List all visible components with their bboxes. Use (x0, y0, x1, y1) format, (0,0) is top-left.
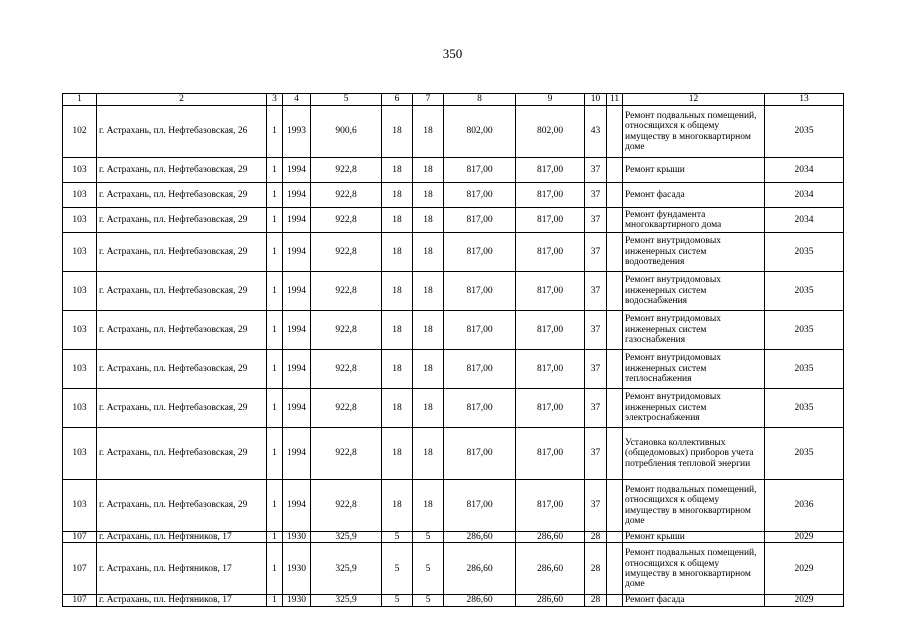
total-area-cell: 922,8 (311, 311, 382, 350)
year-built-cell: 1930 (283, 595, 311, 606)
residents-count-cell: 5 (413, 595, 444, 606)
empty-col-cell (607, 428, 623, 480)
planned-year-cell: 2029 (765, 595, 844, 606)
year-built-cell: 1994 (283, 272, 311, 311)
wear-percent-cell: 37 (585, 183, 607, 208)
row-number-cell: 103 (63, 350, 97, 389)
building-count-cell: 1 (267, 350, 283, 389)
column-header-13: 13 (765, 94, 844, 106)
building-count-cell: 1 (267, 233, 283, 272)
building-count-cell: 1 (267, 532, 283, 543)
year-built-cell: 1994 (283, 428, 311, 480)
table-row (63, 183, 844, 208)
apartments-count-cell: 18 (382, 183, 413, 208)
residents-count-cell: 5 (413, 543, 444, 595)
page-number: 350 (442, 46, 463, 61)
owned-area-cell: 817,00 (516, 480, 585, 532)
wear-percent-cell: 37 (585, 272, 607, 311)
empty-col-cell (607, 350, 623, 389)
planned-year-cell: 2034 (765, 208, 844, 233)
apartments-count-cell: 5 (382, 532, 413, 543)
wear-percent-cell: 37 (585, 480, 607, 532)
apartments-count-cell: 5 (382, 543, 413, 595)
planned-year-cell: 2035 (765, 233, 844, 272)
living-area-cell: 817,00 (444, 480, 516, 532)
empty-col-cell (607, 106, 623, 158)
apartments-count-cell: 18 (382, 428, 413, 480)
row-number-cell: 102 (63, 106, 97, 158)
address-cell: г. Астрахань, пл. Нефтебазовская, 29 (97, 480, 267, 532)
work-type-cell: Ремонт внутридомовых инженерных систем водоотведения (623, 233, 765, 272)
planned-year-cell: 2035 (765, 272, 844, 311)
building-count-cell: 1 (267, 543, 283, 595)
residents-count-cell: 18 (413, 311, 444, 350)
table-row (63, 480, 844, 532)
work-type-cell: Ремонт фасада (623, 595, 765, 606)
living-area-cell: 802,00 (444, 106, 516, 158)
total-area-cell: 900,6 (311, 106, 382, 158)
owned-area-cell: 817,00 (516, 389, 585, 428)
residents-count-cell: 18 (413, 233, 444, 272)
empty-col-cell (607, 595, 623, 606)
owned-area-cell: 817,00 (516, 272, 585, 311)
building-count-cell: 1 (267, 183, 283, 208)
planned-year-cell: 2036 (765, 480, 844, 532)
table-row (63, 428, 844, 480)
work-type-cell: Ремонт подвальных помещений, относящихся к общему имуществу в многоквартирном доме (623, 480, 765, 532)
address-cell: г. Астрахань, пл. Нефтебазовская, 29 (97, 272, 267, 311)
table-row (63, 389, 844, 428)
residents-count-cell: 5 (413, 532, 444, 543)
column-header-4: 4 (283, 94, 311, 106)
column-header-11: 11 (607, 94, 623, 106)
work-type-cell: Ремонт подвальных помещений, относящихся к общему имуществу в многоквартирном доме (623, 106, 765, 158)
total-area-cell: 922,8 (311, 183, 382, 208)
wear-percent-cell: 37 (585, 233, 607, 272)
planned-year-cell: 2035 (765, 350, 844, 389)
year-built-cell: 1994 (283, 389, 311, 428)
residents-count-cell: 18 (413, 428, 444, 480)
wear-percent-cell: 37 (585, 350, 607, 389)
work-type-cell: Ремонт фундамента многоквартирного дома (623, 208, 765, 233)
work-type-cell: Установка коллективных (общедомовых) приборов учета потребления тепловой энергии (623, 428, 765, 480)
building-count-cell: 1 (267, 595, 283, 606)
residents-count-cell: 18 (413, 183, 444, 208)
living-area-cell: 817,00 (444, 183, 516, 208)
apartments-count-cell: 18 (382, 272, 413, 311)
address-cell: г. Астрахань, пл. Нефтебазовская, 29 (97, 233, 267, 272)
building-count-cell: 1 (267, 208, 283, 233)
living-area-cell: 817,00 (444, 428, 516, 480)
wear-percent-cell: 28 (585, 595, 607, 606)
year-built-cell: 1994 (283, 350, 311, 389)
row-number-cell: 103 (63, 428, 97, 480)
row-number-cell: 103 (63, 233, 97, 272)
column-header-9: 9 (516, 94, 585, 106)
wear-percent-cell: 28 (585, 543, 607, 595)
building-count-cell: 1 (267, 106, 283, 158)
owned-area-cell: 817,00 (516, 233, 585, 272)
year-built-cell: 1994 (283, 183, 311, 208)
apartments-count-cell: 5 (382, 595, 413, 606)
column-header-12: 12 (623, 94, 765, 106)
building-count-cell: 1 (267, 158, 283, 183)
row-number-cell: 103 (63, 389, 97, 428)
apartments-count-cell: 18 (382, 350, 413, 389)
table-row (63, 543, 844, 595)
owned-area-cell: 817,00 (516, 183, 585, 208)
empty-col-cell (607, 543, 623, 595)
total-area-cell: 922,8 (311, 208, 382, 233)
living-area-cell: 817,00 (444, 311, 516, 350)
year-built-cell: 1994 (283, 233, 311, 272)
year-built-cell: 1930 (283, 543, 311, 595)
year-built-cell: 1993 (283, 106, 311, 158)
row-number-cell: 103 (63, 208, 97, 233)
address-cell: г. Астрахань, пл. Нефтяников, 17 (97, 532, 267, 543)
planned-year-cell: 2034 (765, 183, 844, 208)
table-row (63, 233, 844, 272)
living-area-cell: 817,00 (444, 272, 516, 311)
planned-year-cell: 2034 (765, 158, 844, 183)
living-area-cell: 817,00 (444, 233, 516, 272)
year-built-cell: 1994 (283, 311, 311, 350)
address-cell: г. Астрахань, пл. Нефтебазовская, 29 (97, 389, 267, 428)
row-number-cell: 103 (63, 158, 97, 183)
owned-area-cell: 817,00 (516, 428, 585, 480)
table-row (63, 158, 844, 183)
column-header-10: 10 (585, 94, 607, 106)
column-header-8: 8 (444, 94, 516, 106)
planned-year-cell: 2035 (765, 106, 844, 158)
row-number-cell: 107 (63, 595, 97, 606)
address-cell: г. Астрахань, пл. Нефтебазовская, 29 (97, 158, 267, 183)
building-count-cell: 1 (267, 311, 283, 350)
wear-percent-cell: 28 (585, 532, 607, 543)
address-cell: г. Астрахань, пл. Нефтебазовская, 29 (97, 428, 267, 480)
living-area-cell: 817,00 (444, 208, 516, 233)
apartments-count-cell: 18 (382, 106, 413, 158)
row-number-cell: 107 (63, 532, 97, 543)
address-cell: г. Астрахань, пл. Нефтебазовская, 26 (97, 106, 267, 158)
address-cell: г. Астрахань, пл. Нефтебазовская, 29 (97, 208, 267, 233)
row-number-cell: 107 (63, 543, 97, 595)
building-count-cell: 1 (267, 272, 283, 311)
work-type-cell: Ремонт фасада (623, 183, 765, 208)
residents-count-cell: 18 (413, 106, 444, 158)
residents-count-cell: 18 (413, 350, 444, 389)
empty-col-cell (607, 208, 623, 233)
apartments-count-cell: 18 (382, 480, 413, 532)
column-header-2: 2 (97, 94, 267, 106)
empty-col-cell (607, 311, 623, 350)
living-area-cell: 286,60 (444, 532, 516, 543)
wear-percent-cell: 37 (585, 208, 607, 233)
total-area-cell: 325,9 (311, 595, 382, 606)
total-area-cell: 922,8 (311, 480, 382, 532)
total-area-cell: 922,8 (311, 233, 382, 272)
work-type-cell: Ремонт внутридомовых инженерных систем водоснабжения (623, 272, 765, 311)
table-row (63, 350, 844, 389)
table-row (63, 532, 844, 543)
living-area-cell: 286,60 (444, 595, 516, 606)
living-area-cell: 817,00 (444, 350, 516, 389)
work-type-cell: Ремонт крыши (623, 532, 765, 543)
owned-area-cell: 286,60 (516, 532, 585, 543)
building-count-cell: 1 (267, 389, 283, 428)
column-header-1: 1 (63, 94, 97, 106)
column-header-7: 7 (413, 94, 444, 106)
work-type-cell: Ремонт внутридомовых инженерных систем газоснабжения (623, 311, 765, 350)
empty-col-cell (607, 158, 623, 183)
living-area-cell: 817,00 (444, 158, 516, 183)
residents-count-cell: 18 (413, 272, 444, 311)
address-cell: г. Астрахань, пл. Нефтебазовская, 29 (97, 183, 267, 208)
table-row (63, 272, 844, 311)
empty-col-cell (607, 183, 623, 208)
empty-col-cell (607, 272, 623, 311)
address-cell: г. Астрахань, пл. Нефтебазовская, 29 (97, 350, 267, 389)
total-area-cell: 922,8 (311, 158, 382, 183)
owned-area-cell: 286,60 (516, 595, 585, 606)
planned-year-cell: 2035 (765, 389, 844, 428)
address-cell: г. Астрахань, пл. Нефтяников, 17 (97, 543, 267, 595)
residents-count-cell: 18 (413, 208, 444, 233)
year-built-cell: 1994 (283, 480, 311, 532)
apartments-count-cell: 18 (382, 158, 413, 183)
planned-year-cell: 2035 (765, 311, 844, 350)
wear-percent-cell: 37 (585, 428, 607, 480)
owned-area-cell: 817,00 (516, 311, 585, 350)
empty-col-cell (607, 233, 623, 272)
total-area-cell: 922,8 (311, 428, 382, 480)
total-area-cell: 325,9 (311, 543, 382, 595)
work-type-cell: Ремонт внутридомовых инженерных систем теплоснабжения (623, 350, 765, 389)
column-number-row (63, 94, 844, 106)
table-row (63, 595, 844, 606)
work-type-cell: Ремонт крыши (623, 158, 765, 183)
apartments-count-cell: 18 (382, 311, 413, 350)
table-row (63, 311, 844, 350)
residents-count-cell: 18 (413, 480, 444, 532)
building-count-cell: 1 (267, 480, 283, 532)
row-number-cell: 103 (63, 272, 97, 311)
residents-count-cell: 18 (413, 158, 444, 183)
wear-percent-cell: 37 (585, 311, 607, 350)
total-area-cell: 922,8 (311, 389, 382, 428)
planned-year-cell: 2029 (765, 532, 844, 543)
apartments-count-cell: 18 (382, 389, 413, 428)
year-built-cell: 1994 (283, 158, 311, 183)
wear-percent-cell: 43 (585, 106, 607, 158)
table-row (63, 106, 844, 158)
owned-area-cell: 817,00 (516, 208, 585, 233)
apartments-count-cell: 18 (382, 208, 413, 233)
row-number-cell: 103 (63, 311, 97, 350)
owned-area-cell: 802,00 (516, 106, 585, 158)
empty-col-cell (607, 532, 623, 543)
living-area-cell: 817,00 (444, 389, 516, 428)
living-area-cell: 286,60 (444, 543, 516, 595)
address-cell: г. Астрахань, пл. Нефтяников, 17 (97, 595, 267, 606)
total-area-cell: 922,8 (311, 272, 382, 311)
residents-count-cell: 18 (413, 389, 444, 428)
total-area-cell: 325,9 (311, 532, 382, 543)
address-cell: г. Астрахань, пл. Нефтебазовская, 29 (97, 311, 267, 350)
row-number-cell: 103 (63, 480, 97, 532)
column-header-6: 6 (382, 94, 413, 106)
empty-col-cell (607, 389, 623, 428)
year-built-cell: 1994 (283, 208, 311, 233)
row-number-cell: 103 (63, 183, 97, 208)
owned-area-cell: 817,00 (516, 350, 585, 389)
total-area-cell: 922,8 (311, 350, 382, 389)
empty-col-cell (607, 480, 623, 532)
planned-year-cell: 2029 (765, 543, 844, 595)
building-count-cell: 1 (267, 428, 283, 480)
wear-percent-cell: 37 (585, 158, 607, 183)
work-type-cell: Ремонт внутридомовых инженерных систем электроснабжения (623, 389, 765, 428)
table-row (63, 208, 844, 233)
column-header-5: 5 (311, 94, 382, 106)
wear-percent-cell: 37 (585, 389, 607, 428)
planned-year-cell: 2035 (765, 428, 844, 480)
apartments-count-cell: 18 (382, 233, 413, 272)
capital-repair-table (62, 93, 844, 607)
work-type-cell: Ремонт подвальных помещений, относящихся к общему имуществу в многоквартирном доме (623, 543, 765, 595)
year-built-cell: 1930 (283, 532, 311, 543)
column-header-3: 3 (267, 94, 283, 106)
owned-area-cell: 286,60 (516, 543, 585, 595)
owned-area-cell: 817,00 (516, 158, 585, 183)
